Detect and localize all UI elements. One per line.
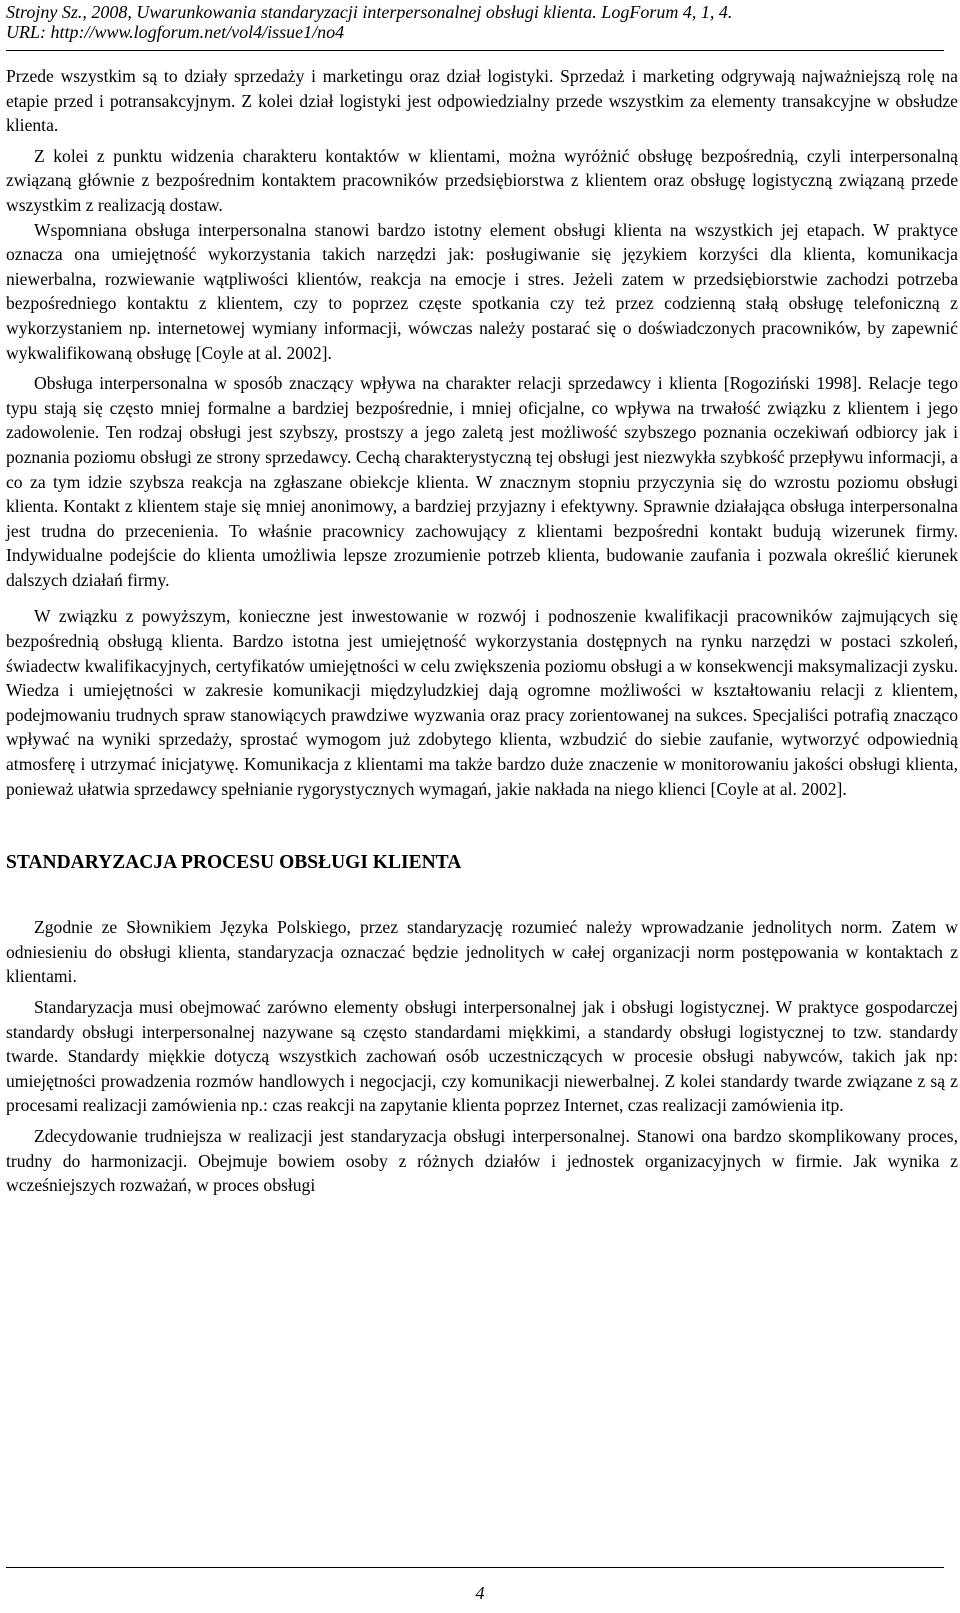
running-header (6, 2, 946, 42)
paragraph: Przede wszystkim są to działy sprzedaży i marketingu oraz dział logistyki. Sprzedaż i marketing odgrywają najważniejszą rolę na etapie przed i potransakcyjnym. Z kolei dział logistyki jest odpowiedzialny przede wszystkim za elementy transakcyjne w obsłudze klienta. (6, 66, 958, 136)
paragraph: Wspomniana obsługa interpersonalna stanowi bardzo istotny element obsługi klienta na wszystkich jej etapach. W praktyce oznacza ona umiejętność wykorzystania takich narzędzi jak: posługiwanie się językiem korzyści dla klienta, komunikacja niewerbalna, rozwiewanie wątpliwości klientów, reakcja na emocje i stres. Jeżeli zatem w przedsiębiorstwie zachodzi potrzeba bezpośredniego kontaktu z klientem, czy to poprzez częste spotkania czy też przez codzienną stałą obsługę telefoniczną z wykorzystaniem np. internetowej wymiany informacji, wówczas należy postarać się o doświadczonych pracowników, by zapewnić wykwalifikowaną obsługę [Coyle at al. 2002]. (6, 219, 958, 363)
paragraph: Zgodnie ze Słownikiem Języka Polskiego, przez standaryzację rozumieć należy wprowadzanie jednolitych norm. Zatem w odniesieniu do obsługi klienta, standaryzacja oznaczać będzie jednolitych w całej organizacji norm postępowania w kontaktach z klientami. (6, 917, 958, 987)
footer-divider (6, 1567, 944, 1568)
paragraph: W związku z powyższym, konieczne jest inwestowanie w rozwój i podnoszenie kwalifikacji pracowników zajmujących się bezpośrednią obsługą klienta. Bardzo istotna jest umiejętność wykorzystania dostępnych na rynku narzędzi w postaci szkoleń, świadectw kwalifikacyjnych, certyfikatów umiejętności w celu zwiększenia poziomu obsługi a w konsekwencji maksymalizacji zysku. Wiedza i umiejętności w zakresie komunikacji międzyludzkiej dają ogromne możliwości w kształtowaniu relacji z klientem, podejmowaniu trudnych spraw stanowiących prawdziwe wyzwania oraz pracy zorientowanej na sukces. Specjaliści potrafią znacząco wpływać na wyniki sprzedaży, sprostać wymogom już zdobytego klienta, wzbudzić do siebie zaufanie, wytworzyć odpowiednią atmosferę i utrzymać inicjatywę. Komunikacja z klientami ma także bardzo duże znaczenie w monitorowaniu jakości obsługi klienta, ponieważ ułatwia sprzedawcy spełnianie rygorystycznych wymagań, jakie nakłada na niego klienci [Coyle at al. 2002]. (6, 606, 958, 799)
header-divider (6, 50, 944, 51)
page-number: 4 (475, 1583, 485, 1603)
paragraph: Zdecydowanie trudniejsza w realizacji jest standaryzacja obsługi interpersonalnej. Stanowi ona bardzo skomplikowany proces, trudny do harmonizacji. Obejmuje bowiem osoby z różnych działów i jednostek organizacyjnych w firmie. Jak wynika z wcześniejszych rozważań, w proces obsługi (6, 1125, 958, 1196)
header-url: URL: http://www.logforum.net/vol4/issue1/no4 (6, 22, 345, 42)
paragraph: Z kolei z punktu widzenia charakteru kontaktów w klientami, można wyróżnić obsługę bezpośrednią, czyli interpersonalną związaną głównie z bezpośrednim kontaktem pracowników przedsiębiorstwa z klientem oraz obsługę logistyczną związaną przede wszystkim z realizacją dostaw. (6, 145, 958, 215)
header-citation: Strojny Sz., 2008, Uwarunkowania standaryzacji interpersonalnej obsługi klienta. LogForum 4, 1, 4. (6, 2, 733, 22)
section-heading: STANDARYZACJA PROCESU OBSŁUGI KLIENTA (6, 852, 462, 874)
page-body (6, 64, 958, 1204)
paragraph: Obsługa interpersonalna w sposób znaczący wpływa na charakter relacji sprzedawcy i klienta [Rogoziński 1998]. Relacje tego typu stają się często mniej formalne a bardziej bezpośrednie, i mniej oficjalne, co wpływa na trwałość związku z klientem i jego zadowolenie. Ten rodzaj obsługi jest szybszy, prostszy a jego zaletą jest możliwość szybszego poznania oczekiwań odbiorcy jak i poznania poziomu obsługi ze strony sprzedawcy. Cechą charakterystyczną tej obsługi jest niezwykła szybkość przepływu informacji, a co za tym idzie szybsza reakcja na zgłaszane obiekcje klienta. W znacznym stopniu przyczynia się do wzrostu poziomu obsługi klienta. Kontakt z klientem staje się mniej anonimowy, a bardziej przyjazny i efektywny. Sprawnie działająca obsługa interpersonalna jest trudna do przecenienia. To właśnie pracownicy zachowujący z klientami bezpośredni kontakt budują wizerunek firmy. Indywidualne podejście do klienta umożliwia lepsze zrozumienie potrzeb klienta, budowanie zaufania i pozwala określić kierunek dalszych działań firmy. (6, 373, 958, 590)
paragraph: Standaryzacja musi obejmować zarówno elementy obsługi interpersonalnej jak i obsługi logistycznej. W praktyce gospodarczej standardy obsługi interpersonalnej nazywane są często standardami miękkimi, a standardy obsługi logistycznej to tzw. standardy twarde. Standardy miękkie dotyczą wszystkich zachowań osób uczestniczących w procesie obsługi nabywców, takich jak np: umiejętności prowadzenia rozmów handlowych i negocjacji, czy komunikacji niewerbalnej. Z kolei standardy twarde związane z są z procesami realizacji zamówienia np.: czas reakcji na zapytanie klienta poprzez Internet, czas realizacji zamówienia itp. (6, 997, 958, 1116)
